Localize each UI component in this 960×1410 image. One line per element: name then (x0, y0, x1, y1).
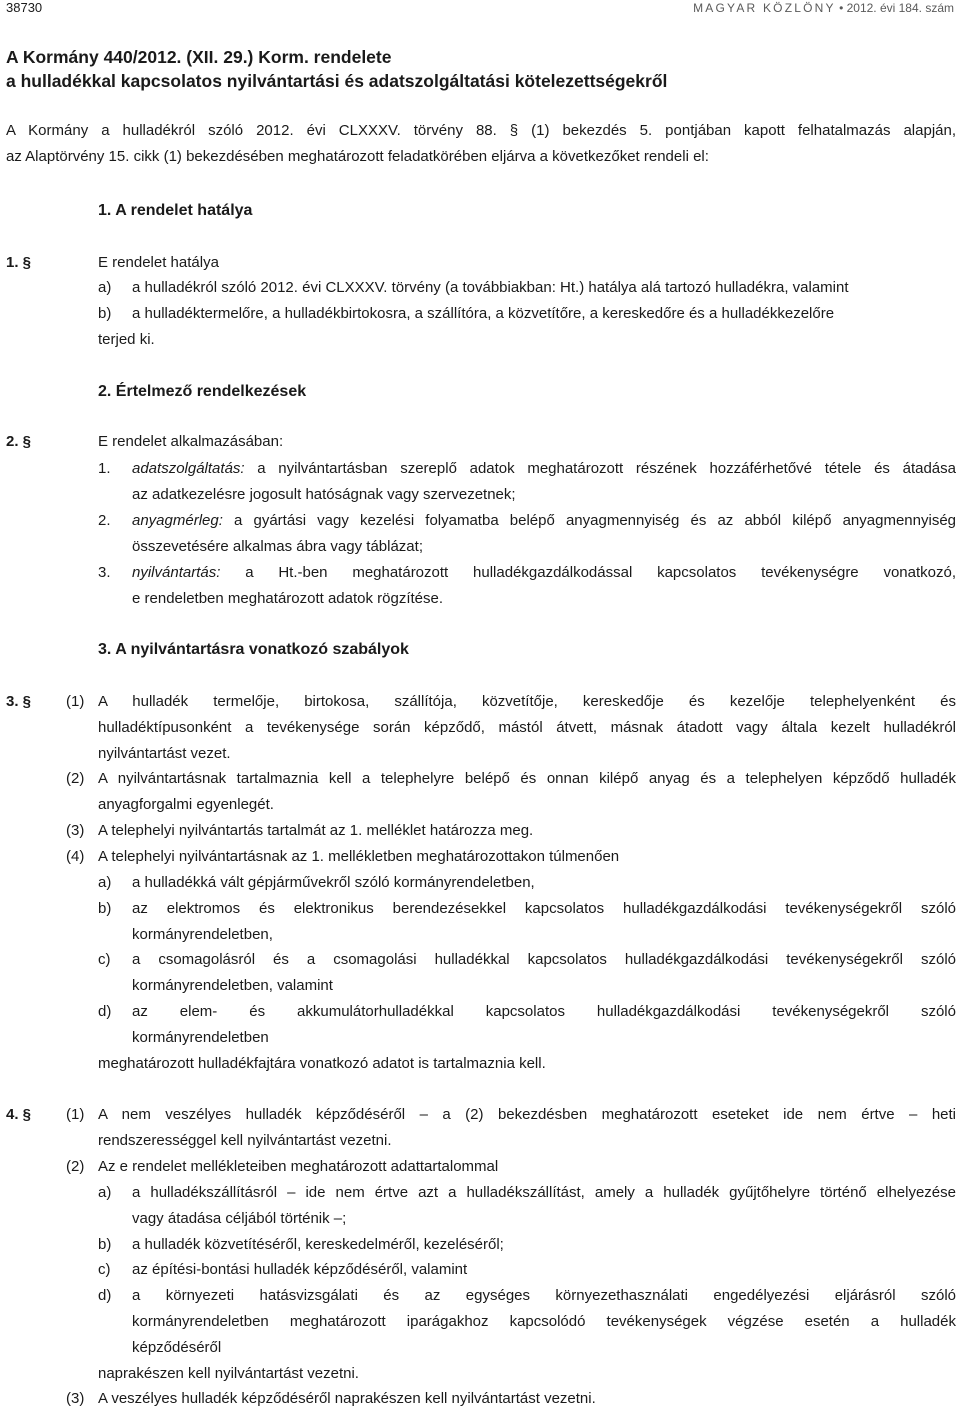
gazette-name: MAGYAR KÖZLÖNY (693, 1, 836, 15)
preamble-line-1: A Kormány a hulladékról szóló 2012. évi CLXXXV. törvény 88. § (1) bekezdés 5. pontjában kapott felhatalmazás alapján, (6, 122, 956, 139)
definition-2-number: 2. (98, 512, 111, 529)
section-2-number: 2. § (6, 433, 32, 450)
section-3-b-line-1: az elektromos és elektronikus berendezésekkel kapcsolatos hulladékgazdálkodási tevékenységekről szóló (132, 900, 956, 917)
decree-subtitle: a hulladékkal kapcsolatos nyilvántartási és adatszolgáltatási kötelezettségekről (6, 71, 668, 91)
section-3-b-line-2: kormányrendeletben, (132, 926, 273, 943)
definition-2-line-2: összevetésére alkalmas ábra vagy táblázat; (132, 538, 423, 555)
section-4-a-line-2: vagy átadása céljából történik –; (132, 1210, 347, 1227)
section-3-p1-line-3: nyilvántartást vezet. (98, 745, 231, 762)
section-4-tail: naprakészen kell nyilvántartást vezetni. (98, 1365, 359, 1382)
definition-1-line-2: az adatkezelésre jogosult hatóságnak vagy szervezetnek; (132, 486, 516, 503)
section-3-c-line-1: a csomagolásról és a csomagolási hulladékkal kapcsolatos hulladékgazdálkodási tevékenységekről szóló (132, 951, 956, 968)
definition-1-line-1: adatszolgáltatás: a nyilvántartásban szereplő adatok meghatározott részének hozzáférhetővé tétele és átadása (132, 460, 956, 477)
section-3-p3-line-1: A telephelyi nyilvántartás tartalmát az 1. melléklet határozza meg. (98, 822, 534, 839)
section-4-d-line-3: képződéséről (132, 1339, 222, 1356)
definition-1-number: 1. (98, 460, 111, 477)
section-4-d-mark: d) (98, 1287, 112, 1304)
gazette-issue: • 2012. évi 184. szám (839, 1, 954, 15)
section-4-number: 4. § (6, 1106, 32, 1123)
section-3-p1-line-1: A hulladék termelője, birtokosa, szállítója, közvetítője, kereskedője és kezelője telephelyenként és (98, 693, 956, 710)
section-4-a-mark: a) (98, 1184, 112, 1201)
definition-1-term: adatszolgáltatás: (132, 460, 245, 477)
definition-3-line-1: nyilvántartás: a Ht.-ben meghatározott hulladékgazdálkodással kapcsolatos tevékenységre vonatkozó, (132, 564, 956, 581)
section-4-a-line-1: a hulladékszállításról – ide nem értve azt a hulladékszállítást, amely a hulladék gyűjtőhelyre történő elhelyezése (132, 1184, 956, 1201)
chapter-3-heading: 3. A nyilvántartásra vonatkozó szabályok (98, 641, 409, 658)
section-3-d-line-1: az elem- és akkumulátorhulladékkal kapcsolatos hulladékgazdálkodási tevékenységekről szóló (132, 1003, 956, 1020)
definition-3-term: nyilvántartás: (132, 564, 221, 581)
section-4-p3-line-1: A veszélyes hulladék képződéséről naprakészen kell nyilvántartást vezetni. (98, 1390, 596, 1407)
section-4-c-mark: c) (98, 1261, 111, 1278)
section-3-tail: meghatározott hulladékfajtára vonatkozó adatot is tartalmaznia kell. (98, 1055, 546, 1072)
section-4-p1-mark: (1) (66, 1106, 85, 1123)
section-4-p2-mark: (2) (66, 1158, 85, 1175)
definition-2-line-1: anyagmérleg: a gyártási vagy kezelési folyamatba belépő anyagmennyiség és az abból kilépő anyagmennyiség (132, 512, 956, 529)
section-3-p3-mark: (3) (66, 822, 85, 839)
section-1-a-mark: a) (98, 279, 112, 296)
section-3-p2-line-2: anyagforgalmi egyenlegét. (98, 796, 274, 813)
section-3-a-mark: a) (98, 874, 112, 891)
section-3-b-mark: b) (98, 900, 112, 917)
section-3-a-line-1: a hulladékká vált gépjárművekről szóló kormányrendeletben, (132, 874, 535, 891)
section-3-p4-mark: (4) (66, 848, 85, 865)
section-3-number: 3. § (6, 693, 32, 710)
section-3-p2-mark: (2) (66, 770, 85, 787)
section-3-d-line-2: kormányrendeletben (132, 1029, 269, 1046)
preamble-line-2: az Alaptörvény 15. cikk (1) bekezdésében meghatározott feladatkörében eljárva a következőket rendeli el: (6, 148, 709, 165)
section-1-b-line-1: a hulladéktermelőre, a hulladékbirtokosra, a szállítóra, a közvetítőre, a kereskedőre és a hulladékkezelőre (132, 305, 835, 322)
gazette-header (693, 0, 954, 16)
section-4-p3-mark: (3) (66, 1390, 85, 1407)
section-3-p2-line-1: A nyilvántartásnak tartalmaznia kell a telephelyre belépő és onnan kilépő anyag és a telephelyen képződő hulladék (98, 770, 956, 787)
section-3-p1-line-2: hulladéktípusonként a tevékenysége során képződő, mástól átvett, másnak átadott vagy általa kezelt hulladékról (98, 719, 956, 736)
decree-title: A Kormány 440/2012. (XII. 29.) Korm. rendelete (6, 47, 392, 67)
section-3-p4-line-1: A telephelyi nyilvántartásnak az 1. mellékletben meghatározottakon túlmenően (98, 848, 620, 865)
definition-3-number: 3. (98, 564, 111, 581)
chapter-1-heading: 1. A rendelet hatálya (98, 202, 253, 219)
definition-2-term: anyagmérleg: (132, 512, 223, 529)
section-4-c-line-1: az építési-bontási hulladék képződéséről, valamint (132, 1261, 468, 1278)
section-3-d-mark: d) (98, 1003, 112, 1020)
definition-3-line-2: e rendeletben meghatározott adatok rögzítése. (132, 590, 444, 607)
section-3-p1-mark: (1) (66, 693, 85, 710)
section-1-b-mark: b) (98, 305, 112, 322)
section-4-p2-line-1: Az e rendelet mellékleteiben meghatározott adattartalommal (98, 1158, 499, 1175)
section-2-intro: E rendelet alkalmazásában: (98, 433, 284, 450)
section-4-p1-line-1: A nem veszélyes hulladék képződéséről – a (2) bekezdésben meghatározott eseteket ide nem értve – heti (98, 1106, 956, 1123)
section-4-d-line-2: kormányrendeletben meghatározott iparágakhoz kapcsolódó tevékenységek végzése esetén a hulladék (132, 1313, 956, 1330)
section-4-b-line-1: a hulladék közvetítéséről, kereskedelméről, kezeléséről; (132, 1236, 504, 1253)
chapter-2-heading: 2. Értelmező rendelkezések (98, 383, 307, 400)
section-3-c-line-2: kormányrendeletben, valamint (132, 977, 333, 994)
page-number: 38730 (6, 0, 43, 15)
section-1-intro: E rendelet hatálya (98, 254, 219, 271)
section-4-p1-line-2: rendszerességgel kell nyilvántartást vezetni. (98, 1132, 392, 1149)
section-3-c-mark: c) (98, 951, 111, 968)
section-4-b-mark: b) (98, 1236, 112, 1253)
section-4-d-line-1: a környezeti hatásvizsgálati és az egységes környezethasználati engedélyezési eljárásról szóló (132, 1287, 956, 1304)
section-1-number: 1. § (6, 254, 32, 271)
section-1-b-line-2: terjed ki. (98, 331, 155, 348)
section-1-a-text: a hulladékról szóló 2012. évi CLXXXV. törvény (a továbbiakban: Ht.) hatálya alá tartozó hulladékra, valamint (132, 279, 849, 296)
